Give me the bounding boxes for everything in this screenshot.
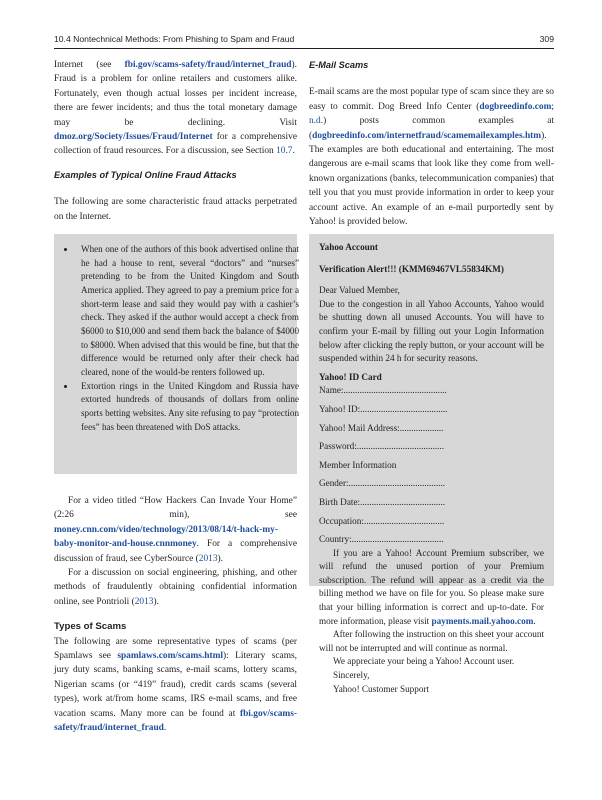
social-engineering-paragraph: For a discussion on social engineering, phishing, and other methods of fraudulently obtaining confidential information online, see Pontrioli (2013). bbox=[54, 568, 297, 607]
email-scams-paragraph: E-mail scams are the most popular type of scam since they are so easy to commit. Dog Breed Info Center (dogbreedinfo.com; n.d.) posts common examples at (dogbreedinfo.com/internetfraud/scamemailexamples.htm). The examples are both educational and entertaining. The most dangerous are e-mail scams that look like they come from well-known organizations (banks, telecommunication companies) that tell you that you must provide information in order to keep your account active. An example of an e-mail purportedly sent by Yahoo! is provided below. bbox=[309, 87, 554, 228]
after-paragraph: After following the instruction on this sheet your account will not be interrupted and will continue as normal. bbox=[319, 629, 544, 653]
field-password: Password:...................................... bbox=[319, 441, 445, 452]
signature-line: Yahoo! Customer Support bbox=[333, 683, 430, 694]
premium-paragraph: If you are a Yahoo! Account Premium subscriber, we will refund the unused portion of your Premium subscription. The refund will appear as a credit via the billing method we have on file for you. So please make sure that your billing information is correct and up-to-date. For more information, please visit payments.mail.yahoo.com. bbox=[319, 547, 544, 626]
field-gender: Gender:.......................................... bbox=[319, 478, 446, 489]
dogbreedinfo-link[interactable]: dogbreedinfo.com bbox=[479, 101, 552, 112]
field-mail-address: Yahoo! Mail Address:................... bbox=[319, 422, 444, 433]
sincerely-line: Sincerely, bbox=[333, 670, 370, 681]
email-scams-subheading: E-Mail Scams bbox=[309, 60, 369, 70]
types-of-scams-paragraph: The following are some representative types of scams (per Spamlaws see spamlaws.com/scams.html): Literary scams, jury duty scams, banking scams, e-mail scams, lottery scams, Nigerian scams (or “419” fraud), credit cards scams (several types), work at/from home scams, IRS e-mail scams, and free vacation scams. Many more can be found at fbi.gov/scams-safety/fraud/internet_fraud. bbox=[54, 636, 298, 734]
left-bottom-column bbox=[54, 494, 297, 736]
field-country: Country:........................................ bbox=[319, 534, 444, 545]
yahoo-email-box bbox=[309, 234, 554, 694]
appreciate-line: We appreciate your being a Yahoo! Account user. bbox=[333, 656, 515, 667]
yahoo-email bbox=[319, 241, 544, 696]
left-top-column bbox=[54, 58, 297, 224]
fbi-fraud-link[interactable]: fbi.gov/scams-safety/fraud/internet_fraud bbox=[124, 60, 292, 70]
email-alert: Verification Alert!!! (KMM69467VL55834KM) bbox=[319, 263, 504, 274]
nd-citation[interactable]: n.d. bbox=[309, 116, 324, 127]
fraud-examples-list bbox=[60, 243, 299, 434]
examples-subheading: Examples of Typical Online Fraud Attacks bbox=[54, 169, 237, 180]
header-rule bbox=[54, 48, 554, 49]
dmoz-fraud-link[interactable]: dmoz.org/Society/Issues/Fraud/Internet bbox=[54, 132, 213, 143]
cnn-video-link[interactable]: money.cnn.com/video/technology/2013/08/14/t-hack-my-baby-monitor-and-house.cnnmoney bbox=[54, 524, 278, 550]
member-information-label: Member Information bbox=[319, 459, 397, 470]
section-xref[interactable]: 10.7 bbox=[276, 146, 293, 157]
header-section-title: 10.4 Nontechnical Methods: From Phishing to Spam and Fraud bbox=[54, 34, 295, 44]
types-of-scams-heading: Types of Scams bbox=[54, 621, 127, 633]
examples-intro: The following are some characteristic fraud attacks perpetrated on the Internet. bbox=[54, 197, 297, 222]
fraud-paragraph: Internet (see fbi.gov/scams-safety/fraud/internet_fraud). Fraud is a problem for online retailers and customers alike. Fortunately, even though actual losses per incident increase, there are fewer incidents; and thus the total monetary damage may be declining. Visit dmoz.org/Society/Issues/Fraud/Internet for a comprehensive collection of fraud resources. For a discussion, see Section 10.7. bbox=[54, 60, 297, 157]
fraud-examples-box bbox=[54, 234, 297, 474]
field-name: Name:............................................. bbox=[319, 385, 447, 396]
pontrioli-citation[interactable]: 2013 bbox=[134, 596, 154, 607]
field-yahoo-id: Yahoo! ID:...................................... bbox=[319, 403, 448, 414]
email-body: Due to the congestion in all Yahoo Accounts, Yahoo would be shutting down all unused Accounts. You will have to confirm your E-mail by filling out your Login Information below after clicking the reply button, or your account will be suspended within 24 h for security reasons. bbox=[319, 298, 544, 364]
running-header bbox=[54, 34, 554, 48]
header-page-number: 309 bbox=[539, 34, 554, 44]
email-greeting: Dear Valued Member, bbox=[319, 285, 400, 296]
scam-examples-link[interactable]: dogbreedinfo.com/internetfraud/scamemailexamples.htm bbox=[312, 130, 542, 141]
bullet-house-rental: • When one of the authors of this book advertised online that he had a house to rent, several “doctors” and “nurses” pretending to be from the United Kingdom and South America applied. They agreed to pay a premium price for a short-term lease and said they would pay with a cashier’s check. They asked if the author would accept a check from $6000 to $10,000 and send them back the balance of $4000 to $8000. When advised that this would be fine, but that the difference would be returned only after their check had cleared, none of the would-be renters followed up. bbox=[76, 243, 299, 380]
right-top-column bbox=[309, 58, 554, 229]
payments-link[interactable]: payments.mail.yahoo.com bbox=[431, 615, 534, 626]
field-birth-date: Birth Date:..................................... bbox=[319, 496, 446, 507]
bullet-extortion: • Extortion rings in the United Kingdom and Russia have extorted hundreds of thousands of dollars from online sports betting websites. Any site refusing to pay “protection fees” has been threatened with DoS attacks. bbox=[76, 380, 299, 435]
spamlaws-link[interactable]: spamlaws.com/scams.html bbox=[117, 651, 224, 662]
email-title: Yahoo Account bbox=[319, 242, 378, 252]
fbi-scams-link[interactable]: fbi.gov/scams-safety/fraud/internet_fraud bbox=[54, 708, 297, 734]
cybersource-citation[interactable]: 2013 bbox=[198, 553, 218, 564]
id-card-title: Yahoo! ID Card bbox=[319, 371, 382, 382]
field-occupation: Occupation:................................... bbox=[319, 515, 445, 526]
video-paragraph: For a video titled “How Hackers Can Invade Your Home” (2:26 min), see money.cnn.com/video/technology/2013/08/14/t-hack-my-baby-monitor-and-house.cnnmoney. For a comprehensive discussion of fraud, see CyberSource (2013). bbox=[54, 496, 297, 564]
